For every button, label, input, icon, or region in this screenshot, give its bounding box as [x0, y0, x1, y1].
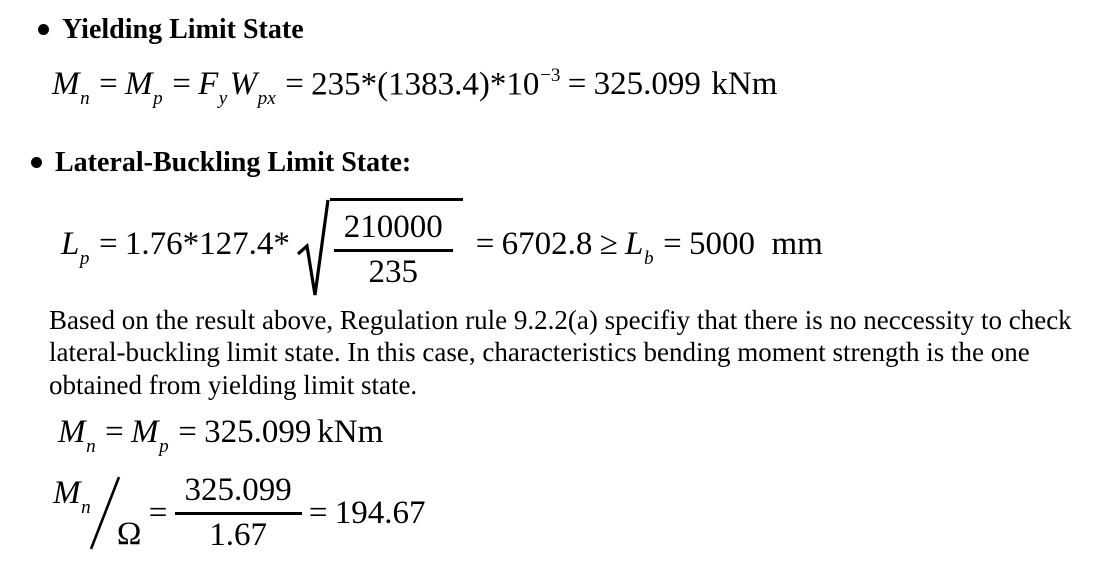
eq1-FyWpx: $F_yW_{px}$ [198, 66, 276, 109]
lateral-heading-text: Lateral-Buckling Limit State: [55, 147, 412, 178]
sqrt-fraction-numerator: 210000 [343, 209, 443, 246]
sqrt-fraction [334, 210, 453, 290]
sqrt-content [330, 198, 463, 298]
eq3-equals-1: = [105, 414, 124, 450]
eq3-Mn: $M_n$ [58, 414, 96, 457]
yielding-equation [52, 65, 777, 110]
radical-icon [296, 198, 330, 298]
nominal-moment-equation [58, 414, 383, 458]
eq2-result: 6702.8 [501, 226, 593, 263]
eq2-left-side: $L_p = 1.76*127.4*$ [61, 226, 290, 269]
eq1-Mn: $M_n$ [52, 66, 90, 109]
design-strength-equation [53, 473, 425, 553]
eq1-equals-4: = [567, 66, 587, 103]
eq1-product: $235*(1383.4)*10^{-3}$ [311, 65, 561, 103]
eq1-unit: kNm [711, 66, 778, 103]
eq2-geq: ≥ [599, 226, 618, 263]
yielding-heading [38, 13, 304, 47]
bullet-icon [31, 157, 42, 168]
eq4-fraction [175, 473, 302, 553]
eq1-result: 325.099 [593, 66, 701, 103]
yielding-heading-text: Yielding Limit State [62, 14, 304, 45]
eq4-right-side: = 194.67 [308, 494, 426, 531]
eq3-Mp: $M_p$ [131, 414, 169, 457]
lateral-equation [61, 201, 823, 295]
Mn-over-omega [53, 475, 141, 551]
eq3-unit: kNm [317, 414, 384, 450]
eq3-equals-2: = [178, 414, 197, 450]
eq2-unit: mm [771, 226, 823, 263]
bullet-icon [38, 24, 49, 35]
eq3-result: 325.099 [204, 414, 312, 450]
eq1-exponent: −3 [540, 65, 561, 86]
eq1-equals-3: = [285, 66, 304, 103]
eq2-right-side: = $6702.8 \ge L_b = 5000$ mm [475, 226, 823, 269]
eq1-equals-2: = [172, 66, 191, 103]
sqrt-fraction-denominator: 235 [334, 249, 453, 291]
eq1-equals-1: = [99, 66, 118, 103]
eq2-limit: 5000 [688, 226, 755, 263]
explanation-paragraph [49, 304, 1094, 401]
eq4-result: 194.67 [334, 494, 426, 531]
square-root [296, 198, 463, 298]
eq4-fraction-numerator: 325.099 [184, 471, 292, 508]
eq1-Mp: $M_p$ [125, 66, 163, 109]
paragraph-line: lateral-buckling limit state. In this case, characteristics bending moment strength is the one [49, 337, 1030, 368]
eq4-Mn: $M_n$ [53, 475, 91, 518]
eq2-coefficients: 1.76*127.4* [124, 226, 290, 263]
eq4-equals-1: = [148, 494, 168, 531]
paragraph-line: Based on the result above, Regulation rule 9.2.2(a) specifiy that there is no neccessity to check [49, 305, 1072, 335]
eq4-omega: Ω [116, 516, 142, 552]
paragraph-line: obtained from yielding limit state. [49, 369, 418, 400]
lateral-heading [31, 146, 411, 180]
eq4-fraction-denominator: 1.67 [175, 512, 302, 554]
